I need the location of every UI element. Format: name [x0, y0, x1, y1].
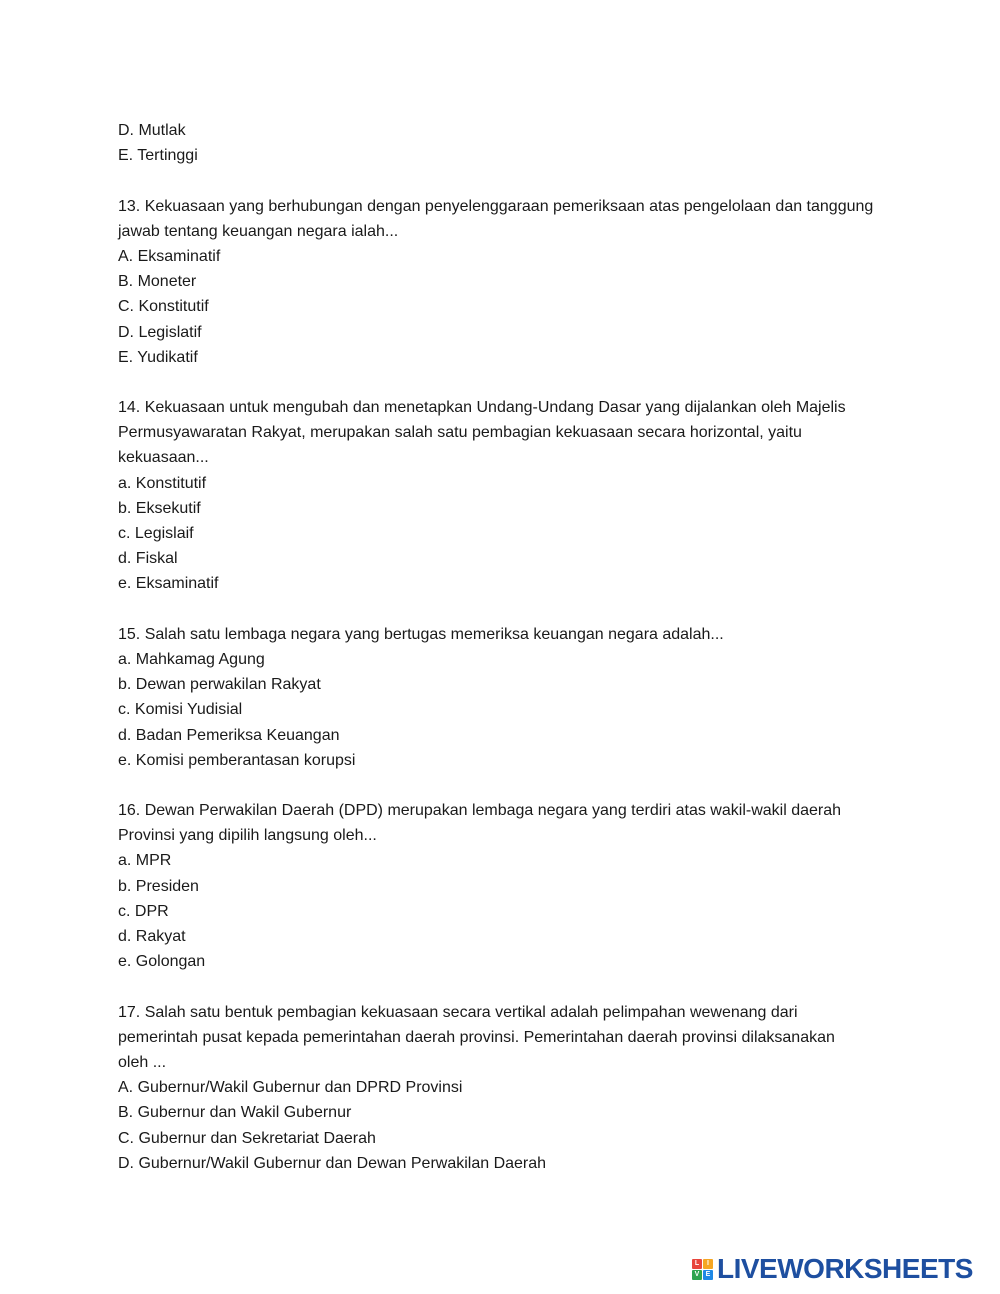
question-text: Permusyawaratan Rakyat, merupakan salah satu pembagian kekuasaan secara horizontal, yaitu — [118, 424, 802, 442]
worksheet-document — [118, 118, 898, 1176]
logo-text: LIVEWORKSHEETS — [717, 1253, 973, 1284]
answer-option: d. Rakyat — [118, 928, 186, 945]
answer-option: a. Mahkamag Agung — [118, 650, 265, 668]
answer-option: e. Golongan — [118, 953, 206, 971]
answer-option: D. Legislatif — [118, 323, 202, 341]
question-text: 13. Kekuasaan yang berhubungan dengan penyelenggaraan pemeriksaan atas pengelolaan dan tanggung — [118, 197, 874, 215]
question-text: pemerintah pusat kepada pemerintahan daerah provinsi. Pemerintahan daerah provinsi dilaksanakan — [118, 1028, 835, 1046]
logo-cell: I — [703, 1259, 713, 1269]
question-text: kekuasaan... — [118, 449, 209, 467]
question-text: jawab tentang keuangan negara ialah... — [118, 222, 399, 240]
question-text: 16. Dewan Perwakilan Daerah (DPD) merupakan lembaga negara yang terdiri atas wakil-wakil daerah — [118, 802, 842, 820]
question-text: 17. Salah satu bentuk pembagian kekuasaan secara vertikal adalah pelimpahan wewenang dari — [118, 1003, 798, 1021]
question-text: Provinsi yang dipilih langsung oleh... — [118, 827, 377, 845]
answer-option: e. Eksaminatif — [118, 575, 219, 593]
question-14 — [118, 395, 898, 597]
question-13 — [118, 194, 898, 370]
answer-option: C. Konstitutif — [118, 298, 209, 316]
question-text: oleh ... — [118, 1053, 167, 1071]
answer-option: A. Eksaminatif — [118, 247, 221, 265]
answer-option: B. Moneter — [118, 273, 197, 291]
previous-question-continuation — [118, 118, 898, 168]
answer-option: E. Yudikatif — [118, 348, 198, 366]
option-d: D. Mutlak — [118, 122, 186, 139]
answer-option: a. MPR — [118, 852, 172, 870]
answer-option: c. Legislaif — [118, 525, 194, 542]
answer-option: b. Dewan perwakilan Rakyat — [118, 676, 321, 694]
answer-option: C. Gubernur dan Sekretariat Daerah — [118, 1129, 376, 1147]
logo-cell: E — [703, 1270, 713, 1280]
answer-option: A. Gubernur/Wakil Gubernur dan DPRD Provinsi — [118, 1079, 463, 1097]
question-17 — [118, 1000, 898, 1176]
question-16 — [118, 798, 898, 974]
logo-cell: V — [692, 1270, 702, 1280]
answer-option: b. Presiden — [118, 877, 199, 895]
question-text: 15. Salah satu lembaga negara yang bertugas memeriksa keuangan negara adalah... — [118, 625, 724, 643]
answer-option: D. Gubernur/Wakil Gubernur dan Dewan Perwakilan Daerah — [118, 1154, 547, 1172]
answer-option: B. Gubernur dan Wakil Gubernur — [118, 1104, 352, 1122]
question-15 — [118, 622, 898, 773]
liveworksheets-logo[interactable] — [692, 1254, 973, 1284]
answer-option: b. Eksekutif — [118, 499, 201, 517]
answer-option: c. DPR — [118, 902, 169, 920]
logo-mark-icon — [692, 1259, 713, 1280]
answer-option: c. Komisi Yudisial — [118, 701, 243, 719]
answer-option: d. Badan Pemeriksa Keuangan — [118, 726, 340, 744]
option-e: E. Tertinggi — [118, 147, 198, 165]
answer-option: d. Fiskal — [118, 550, 178, 568]
answer-option: e. Komisi pemberantasan korupsi — [118, 751, 356, 769]
logo-cell: L — [692, 1259, 702, 1269]
question-text: 14. Kekuasaan untuk mengubah dan menetapkan Undang-Undang Dasar yang dijalankan oleh Majelis — [118, 399, 846, 417]
answer-option: a. Konstitutif — [118, 474, 207, 492]
